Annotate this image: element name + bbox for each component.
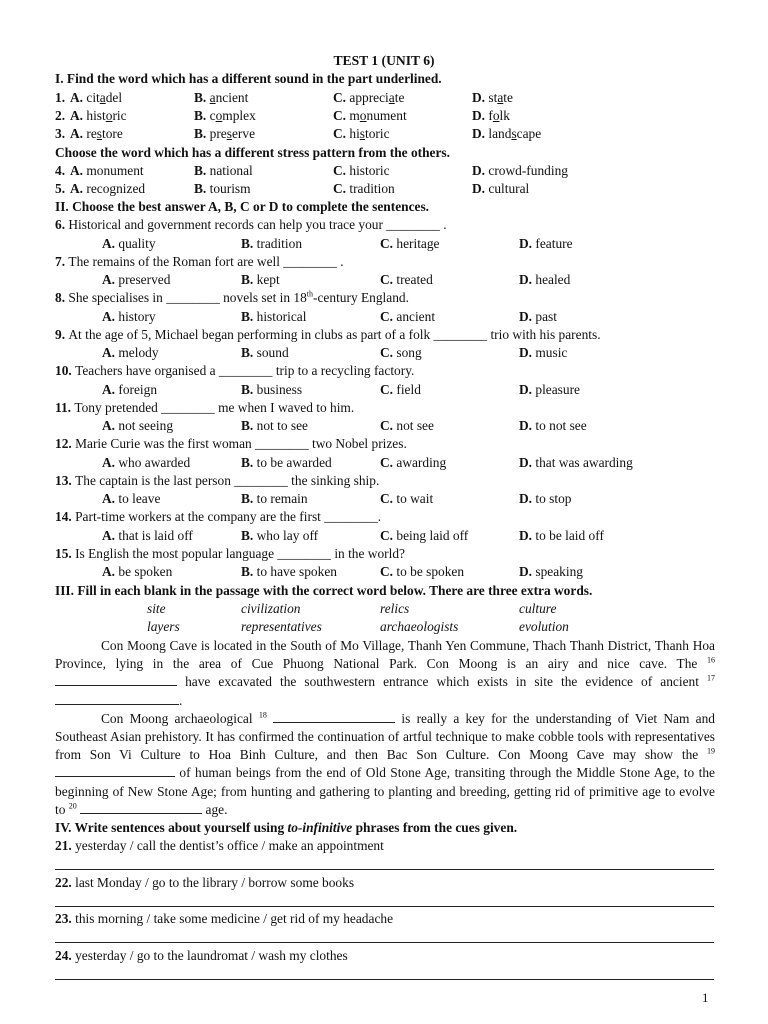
option-letter: D. — [472, 163, 489, 178]
pronunciation-row — [55, 108, 65, 125]
blank-number: 19 — [707, 746, 715, 756]
option-letter: A. — [102, 564, 119, 579]
answer-option[interactable]: C. awarding — [380, 454, 447, 470]
answer-option[interactable]: A. to leave — [102, 491, 161, 506]
section1-heading: I. Find the word which has a different sound in the part underlined. — [55, 71, 442, 86]
option-letter: A. — [102, 235, 119, 251]
question-stem: 15. Is English the most popular language ________ in the world? — [55, 545, 405, 561]
stress-heading: Choose the word which has a different stress pattern from the others. — [55, 145, 450, 160]
option-letter: D. — [519, 418, 536, 433]
answer-option[interactable]: B. to be awarded — [241, 454, 332, 470]
answer-option[interactable]: D. to be laid off — [519, 527, 604, 543]
question-stem: 11. Tony pretended ________ me when I waved to him. — [55, 399, 355, 415]
question-number: 14. — [55, 509, 76, 524]
underlined-part: a — [99, 90, 106, 105]
question-number: 9. — [55, 326, 69, 342]
option-letter: C. — [380, 491, 397, 506]
option-letter: A. — [70, 163, 87, 178]
answer-option[interactable]: C. not see — [380, 418, 434, 433]
answer-option[interactable]: D. crowd-funding — [472, 163, 568, 178]
option-letter: C. — [380, 381, 397, 397]
word-bank-item: relics — [380, 601, 410, 616]
option-letter: B. — [194, 90, 210, 105]
option-letter: D. — [519, 235, 536, 251]
word-bank-item: site — [147, 601, 166, 616]
question-number: 10. — [55, 363, 76, 378]
answer-option[interactable]: B. ancient — [194, 90, 249, 105]
answer-option[interactable]: C. field — [380, 381, 421, 397]
option-letter: C. — [380, 454, 397, 470]
question-number: 24. — [55, 947, 76, 963]
blank-number: 16 — [707, 655, 715, 665]
option-letter: A. — [70, 108, 87, 123]
answer-option[interactable]: C. tradition — [333, 181, 395, 196]
question-number: 15. — [55, 545, 76, 561]
option-letter: A. — [102, 491, 119, 506]
question-number: 7. — [55, 253, 69, 269]
underlined-part: o — [492, 108, 500, 123]
answer-option[interactable]: D. cultural — [472, 181, 530, 196]
option-letter: C. — [380, 418, 397, 433]
answer-option[interactable]: B. not to see — [241, 418, 308, 433]
option-letter: A. — [70, 181, 87, 196]
option-letter: D. — [519, 491, 536, 506]
answer-line[interactable] — [55, 869, 714, 870]
underlined-part: s — [359, 126, 366, 141]
option-letter: A. — [102, 345, 119, 360]
answer-option[interactable]: C. historic — [333, 163, 390, 178]
underlined-part: o — [359, 108, 367, 123]
option-letter: D. — [472, 90, 489, 105]
option-letter: C. — [380, 527, 397, 543]
underlined-part: a — [497, 90, 504, 105]
underlined-part: s — [511, 126, 517, 141]
option-letter: D. — [519, 527, 536, 543]
question-stem: 8. She specialises in ________ novels set in 18th-century England. — [55, 289, 409, 305]
blank-17[interactable] — [55, 693, 179, 705]
option-letter: B. — [241, 345, 257, 360]
writing-cue: 22. last Monday / go to the library / borrow some books — [55, 874, 355, 890]
option-letter: B. — [241, 272, 257, 287]
option-letter: A. — [102, 272, 119, 287]
option-letter: B. — [241, 235, 257, 251]
answer-option[interactable]: A. not seeing — [102, 418, 174, 433]
underlined-part: a — [209, 90, 216, 105]
answer-option[interactable]: C. to be spoken — [380, 564, 465, 579]
answer-option[interactable]: A. quality — [102, 235, 156, 251]
superscript: th — [306, 289, 314, 299]
answer-option[interactable]: C. heritage — [380, 235, 440, 251]
underlined-part: o — [215, 108, 223, 123]
option-letter: B. — [241, 527, 257, 543]
question-number: 3. — [55, 126, 66, 141]
option-letter: C. — [380, 564, 397, 579]
option-letter: B. — [241, 381, 257, 397]
answer-option[interactable]: C. song — [380, 345, 422, 360]
word-bank-item: representatives — [241, 619, 322, 634]
passage-paragraph-1: Con Moong Cave is located in the South of Mo Village, Thanh Yen Commune, Thach Thanh District, Thanh Hoa Province, lying in the area of Cue Phuong National Park. Con Moong is an airy and nice cave. The $^{16}$ have excavated the southwestern entrance which exists in site the evidence of ancient $^{17}$ . — [55, 638, 715, 708]
question-number: 12. — [55, 436, 76, 451]
option-letter: B. — [241, 454, 257, 470]
answer-option[interactable]: A. monument — [70, 163, 144, 178]
question-stem: 14. Part-time workers at the company are the first ________. — [55, 509, 382, 524]
answer-line[interactable] — [55, 906, 714, 907]
option-letter: D. — [519, 345, 536, 360]
answer-option[interactable]: A. who awarded — [102, 454, 191, 470]
section2-heading: II. Choose the best answer A, B, C or D to complete the sentences. — [55, 199, 430, 214]
answer-option[interactable]: A. restore — [70, 126, 123, 141]
option-letter: C. — [380, 308, 397, 324]
option-letter: C. — [380, 272, 397, 287]
word-bank-item: evolution — [519, 619, 569, 634]
option-letter: C. — [333, 163, 350, 178]
answer-option[interactable]: A. preserved — [102, 272, 171, 287]
blank-number: 18 — [258, 710, 267, 720]
question-number: 22. — [55, 874, 76, 890]
answer-option[interactable]: D. that was awarding — [519, 454, 633, 470]
answer-option[interactable]: B. to remain — [241, 491, 308, 506]
answer-option[interactable]: C. monument — [333, 108, 407, 123]
option-letter: B. — [241, 308, 257, 324]
word-bank-item: culture — [519, 601, 557, 616]
option-letter: A. — [102, 308, 119, 324]
blank-19[interactable] — [55, 765, 175, 777]
answer-option[interactable]: A. be spoken — [102, 564, 173, 579]
option-letter: D. — [519, 454, 536, 470]
answer-option[interactable]: A. citadel — [70, 90, 123, 105]
answer-option[interactable]: D. past — [519, 308, 557, 324]
option-letter: C. — [333, 126, 350, 141]
answer-option[interactable]: D. speaking — [519, 564, 583, 579]
answer-option[interactable]: A. that is laid off — [102, 527, 193, 543]
answer-line[interactable] — [55, 979, 714, 980]
option-letter: A. — [102, 527, 119, 543]
answer-option[interactable]: A. melody — [102, 345, 159, 360]
question-number: 1. — [55, 90, 66, 105]
answer-option[interactable]: D. to stop — [519, 491, 572, 506]
answer-option[interactable]: D. to not see — [519, 418, 587, 433]
answer-option[interactable]: B. tradition — [241, 235, 303, 251]
option-letter: D. — [519, 564, 536, 579]
option-letter: D. — [472, 108, 489, 123]
option-letter: A. — [70, 126, 87, 141]
question-number: 6. — [55, 217, 69, 232]
question-number: 13. — [55, 472, 76, 488]
answer-option[interactable]: D. state — [472, 90, 513, 105]
word-bank-item: layers — [147, 619, 180, 634]
option-letter: B. — [194, 126, 210, 141]
option-letter: C. — [333, 108, 350, 123]
answer-option[interactable]: B. preserve — [194, 126, 256, 141]
option-letter: D. — [472, 126, 489, 141]
section4-heading: IV. Write sentences about yourself using to-infinitive phrases from the cues given. — [55, 820, 518, 835]
blank-number: 20 — [68, 801, 77, 811]
option-letter: B. — [194, 181, 210, 196]
pronunciation-row — [55, 90, 65, 107]
answer-option[interactable]: D. pleasure — [519, 381, 580, 397]
question-stem: 10. Teachers have organised a ________ trip to a recycling factory. — [55, 363, 415, 378]
option-letter: A. — [102, 381, 119, 397]
question-stem: 7. The remains of the Roman fort are well ________ . — [55, 253, 344, 269]
underlined-part: s — [226, 126, 232, 141]
answer-option[interactable]: C. being laid off — [380, 527, 469, 543]
blank-20[interactable] — [80, 802, 202, 814]
answer-option[interactable]: B. national — [194, 163, 253, 178]
option-letter: B. — [241, 564, 257, 579]
blank-number: 17 — [706, 673, 715, 683]
test-title: TEST 1 (UNIT 6) — [333, 53, 435, 68]
passage-paragraph-2: Con Moong archaeological $^{18}$ is really a key for the understanding of Viet Nam and Southeast Asian prehistory. It has confirmed the continuation of artful technique to make cobble tools with representatives from Son Vi Culture to Hoa Binh Culture, and then Bac Son Culture. Con Moong Cave may show the $^{19}$ of human beings from the end of Old Stone Age, transiting through the Middle Stone Age, to the beginning of New Stone Age; from hunting and gathering to planting and breeding, getting rid of primitive age to evolve to $^{20}$ age. — [55, 710, 715, 817]
answer-option[interactable]: D. healed — [519, 272, 571, 287]
word-bank-item: archaeologists — [380, 619, 459, 634]
section3-heading: III. Fill in each blank in the passage with the correct word below. There are three extra words. — [55, 583, 593, 598]
answer-option[interactable]: C. treated — [380, 272, 433, 287]
answer-line[interactable] — [55, 942, 714, 943]
question-number: 8. — [55, 290, 69, 305]
option-letter: B. — [194, 108, 210, 123]
question-number: 23. — [55, 911, 76, 926]
word-bank-item: civilization — [241, 601, 301, 616]
question-number: 5. — [55, 181, 66, 196]
option-letter: A. — [102, 454, 119, 470]
answer-option[interactable]: B. tourism — [194, 181, 251, 196]
option-letter: C. — [380, 345, 397, 360]
answer-option[interactable]: C. appreciate — [333, 90, 405, 105]
answer-option[interactable]: D. music — [519, 345, 568, 360]
answer-option[interactable]: B. sound — [241, 345, 289, 360]
answer-option[interactable]: B. kept — [241, 272, 280, 287]
stress-row — [55, 163, 65, 180]
answer-option[interactable]: C. historic — [333, 126, 390, 141]
writing-cue: 21. yesterday / call the dentist’s office / make an appointment — [55, 838, 384, 853]
page-number: 1 — [702, 990, 709, 1005]
answer-option[interactable]: A. historic — [70, 108, 127, 123]
underlined-part: a — [388, 90, 395, 105]
question-stem: 9. At the age of 5, Michael began performing in clubs as part of a folk ________ trio with his parents. — [55, 326, 601, 342]
question-stem: 6. Historical and government records can help you trace your ________ . — [55, 217, 447, 232]
option-letter: C. — [380, 235, 397, 251]
option-letter: D. — [519, 272, 536, 287]
answer-option[interactable]: D. folk — [472, 108, 510, 123]
option-letter: C. — [333, 90, 350, 105]
question-number: 21. — [55, 838, 76, 853]
option-letter: B. — [241, 418, 257, 433]
option-letter: A. — [102, 418, 119, 433]
blank-18[interactable] — [273, 711, 395, 723]
answer-option[interactable]: B. to have spoken — [241, 564, 337, 579]
option-letter: A. — [70, 90, 87, 105]
answer-option[interactable]: A. history — [102, 308, 156, 324]
option-letter: B. — [194, 163, 210, 178]
answer-option[interactable]: C. ancient — [380, 308, 436, 324]
answer-option[interactable]: C. to wait — [380, 491, 434, 506]
option-letter: B. — [241, 491, 257, 506]
writing-cue: 24. yesterday / go to the laundromat / wash my clothes — [55, 947, 348, 963]
question-number: 2. — [55, 108, 66, 123]
option-letter: D. — [519, 381, 536, 397]
passage — [55, 637, 715, 819]
underlined-part: s — [96, 126, 102, 141]
stress-row — [55, 181, 65, 198]
answer-option[interactable]: B. business — [241, 381, 303, 397]
option-letter: D. — [472, 181, 489, 196]
answer-option[interactable]: D. feature — [519, 235, 573, 251]
option-letter: C. — [333, 181, 350, 196]
answer-option[interactable]: A. recognized — [70, 181, 146, 196]
question-number: 4. — [55, 163, 66, 178]
underlined-part: o — [105, 108, 113, 123]
option-letter: D. — [519, 308, 536, 324]
answer-option[interactable]: D. landscape — [472, 126, 542, 141]
answer-option[interactable]: B. historical — [241, 308, 307, 324]
blank-16[interactable] — [55, 674, 177, 686]
pronunciation-row — [55, 126, 65, 143]
answer-option[interactable]: B. who lay off — [241, 527, 319, 543]
writing-cue: 23. this morning / take some medicine / get rid of my headache — [55, 911, 394, 926]
answer-option[interactable]: A. foreign — [102, 381, 158, 397]
question-stem: 13. The captain is the last person ________ the sinking ship. — [55, 472, 380, 488]
answer-option[interactable]: B. complex — [194, 108, 256, 123]
question-number: 11. — [55, 399, 75, 415]
question-stem: 12. Marie Curie was the first woman ________ two Nobel prizes. — [55, 436, 407, 451]
